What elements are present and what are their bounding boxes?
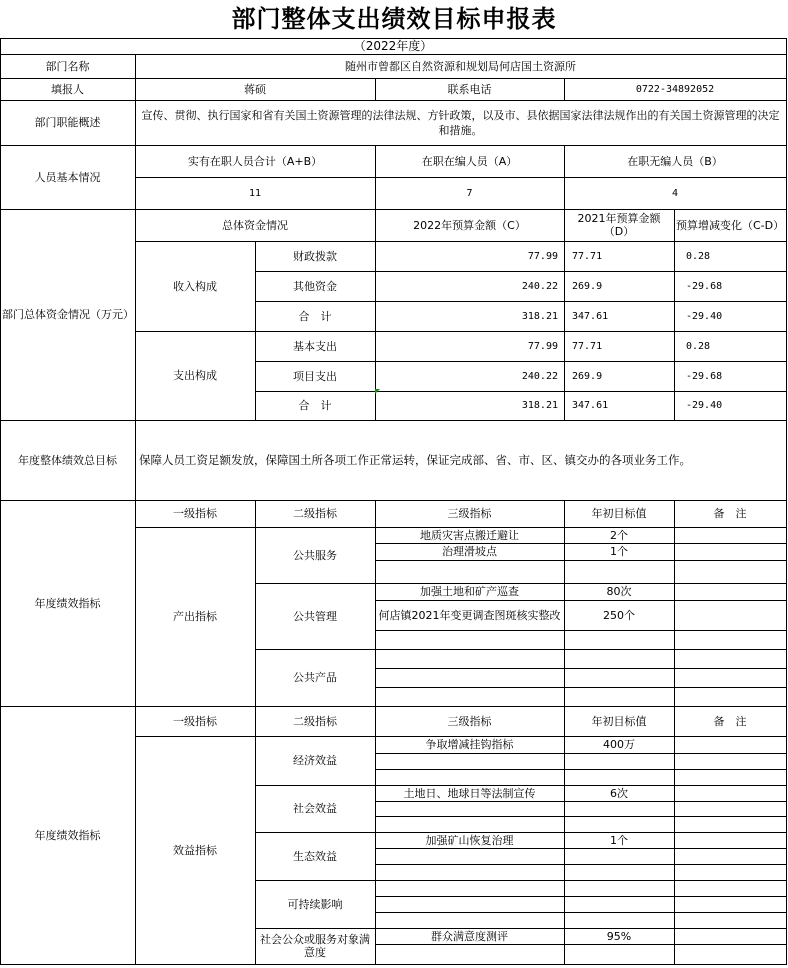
indicator-name: 治理滑坡点 [442,545,497,558]
function-label: 部门职能概述 [34,116,101,129]
level1-header: 一级指标 [173,714,217,728]
income-row-d: 347.61 [572,310,609,322]
indicator-target: 250个 [603,608,635,622]
expense-row-cd: -29.68 [686,370,723,382]
social-benefit-label: 社会效益 [293,802,337,815]
public-product-label: 公共产品 [293,671,337,684]
indicator-name: 地质灾害点搬迁避让 [420,528,519,542]
expense-row-c: 318.21 [521,400,558,411]
remarks-header: 备 注 [713,507,747,520]
indicator-name: 争取增减挂钩指标 [425,738,514,751]
expense-row-cd: 0.28 [686,340,711,352]
staff-total-value: 11 [248,187,262,199]
expense-row-name: 合 计 [298,399,332,412]
staff-b-value: 4 [671,187,679,199]
income-row-c: 77.99 [527,250,558,262]
staff-total-header: 实有在职人员合计（A+B） [187,154,323,168]
indicator-name: 何店镇2021年变更调查图斑核实整改 [378,608,561,622]
staff-a-header: 在职在编人员（A） [421,154,518,168]
phone-label: 联系电话 [447,82,492,96]
income-row-name: 财政拨款 [293,249,337,263]
expense-row-cd: -29.40 [686,400,723,411]
output-indicator-label: 产出指标 [173,610,217,623]
income-row-cd: -29.40 [686,310,723,322]
expense-row-d: 269.9 [572,370,603,382]
expense-row-c: 77.99 [527,340,558,352]
level2-header: 二级指标 [293,507,337,520]
indicator-target: 1个 [610,545,628,558]
remarks-header: 备 注 [713,714,747,728]
income-row-name: 其他资金 [293,279,337,293]
staff-label: 人员基本情况 [34,170,101,184]
level2-header: 二级指标 [293,714,337,728]
expense-row-d: 347.61 [572,400,609,411]
funds-overall-header: 总体资金情况 [222,218,288,232]
target-header: 年初目标值 [591,507,647,520]
satisfaction-label: 社会公众或服务对象满意度 [260,933,370,959]
indicators-benefit-label: 年度绩效指标 [34,828,101,842]
income-row-d: 77.71 [572,250,603,262]
income-row-c: 240.22 [521,280,558,292]
indicator-target: 400万 [603,738,635,751]
indicator-name: 加强矿山恢复治理 [425,833,514,847]
function-value: 宣传、贯彻、执行国家和省有关国土资源管理的法律法规、方针政策，以及市、县依据国家法律法规作出的有关国土资源管理的决定和措施。 [141,108,780,137]
goal-label: 年度整体绩效总目标 [18,453,117,467]
indicator-name: 土地日、地球日等法制宣传 [403,786,536,800]
income-label: 收入构成 [173,279,217,293]
target-header: 年初目标值 [591,714,647,728]
expense-label: 支出构成 [173,369,217,382]
economic-benefit-label: 经济效益 [293,754,337,767]
indicator-target: 95% [606,929,632,943]
ecological-benefit-label: 生态效益 [293,849,337,863]
public-service-label: 公共服务 [293,548,337,562]
indicator-target: 1个 [610,833,628,847]
staff-b-header: 在职无编人员（B） [627,154,723,168]
funds-d-header: 2021年预算金额（D） [577,212,661,238]
phone-value: 0722-34892052 [635,83,715,95]
staff-a-value: 7 [466,187,473,199]
indicator-name: 群众满意度测评 [431,929,508,943]
funds-label: 部门总体资金情况（万元） [2,308,134,321]
income-row-cd: 0.28 [686,250,711,262]
level3-header: 三级指标 [447,507,492,520]
level1-header: 一级指标 [173,507,217,520]
income-row-d: 269.9 [572,280,603,292]
indicator-name: 加强土地和矿产巡查 [420,585,519,598]
expense-row-c: 240.22 [521,370,558,382]
indicators-output-label: 年度绩效指标 [34,596,101,610]
dept-value: 随州市曾都区自然资源和规划局何店国土资源所 [345,59,576,73]
expense-row-d: 77.71 [572,340,603,352]
goal-value: 保障人员工资足额发放，保障国土所各项工作正常运转，保证完成部、省、市、区、镇交办的各项业务工作。 [139,452,691,467]
level3-header: 三级指标 [447,714,492,728]
benefit-indicator-label: 效益指标 [173,843,217,857]
indicator-target: 2个 [610,528,628,542]
income-row-name: 合 计 [298,309,332,323]
income-row-cd: -29.68 [686,280,723,292]
income-row-c: 318.21 [521,310,558,322]
form-title: 部门整体支出绩效目标申报表 [231,4,557,33]
funds-cd-header: 预算增减变化（C-D） [676,218,785,232]
reporter-value: 蒋硕 [244,82,266,96]
dept-label: 部门名称 [45,59,90,73]
indicator-target: 80次 [606,585,632,598]
form-year: （2022年度） [353,38,433,53]
sustainability-label: 可持续影响 [287,897,343,911]
public-management-label: 公共管理 [293,609,337,623]
reporter-label: 填报人 [51,82,84,96]
funds-c-header: 2022年预算金额（C） [413,218,526,232]
expense-row-name: 项目支出 [293,369,337,383]
expense-row-name: 基本支出 [293,339,337,353]
indicator-target: 6次 [610,786,628,800]
